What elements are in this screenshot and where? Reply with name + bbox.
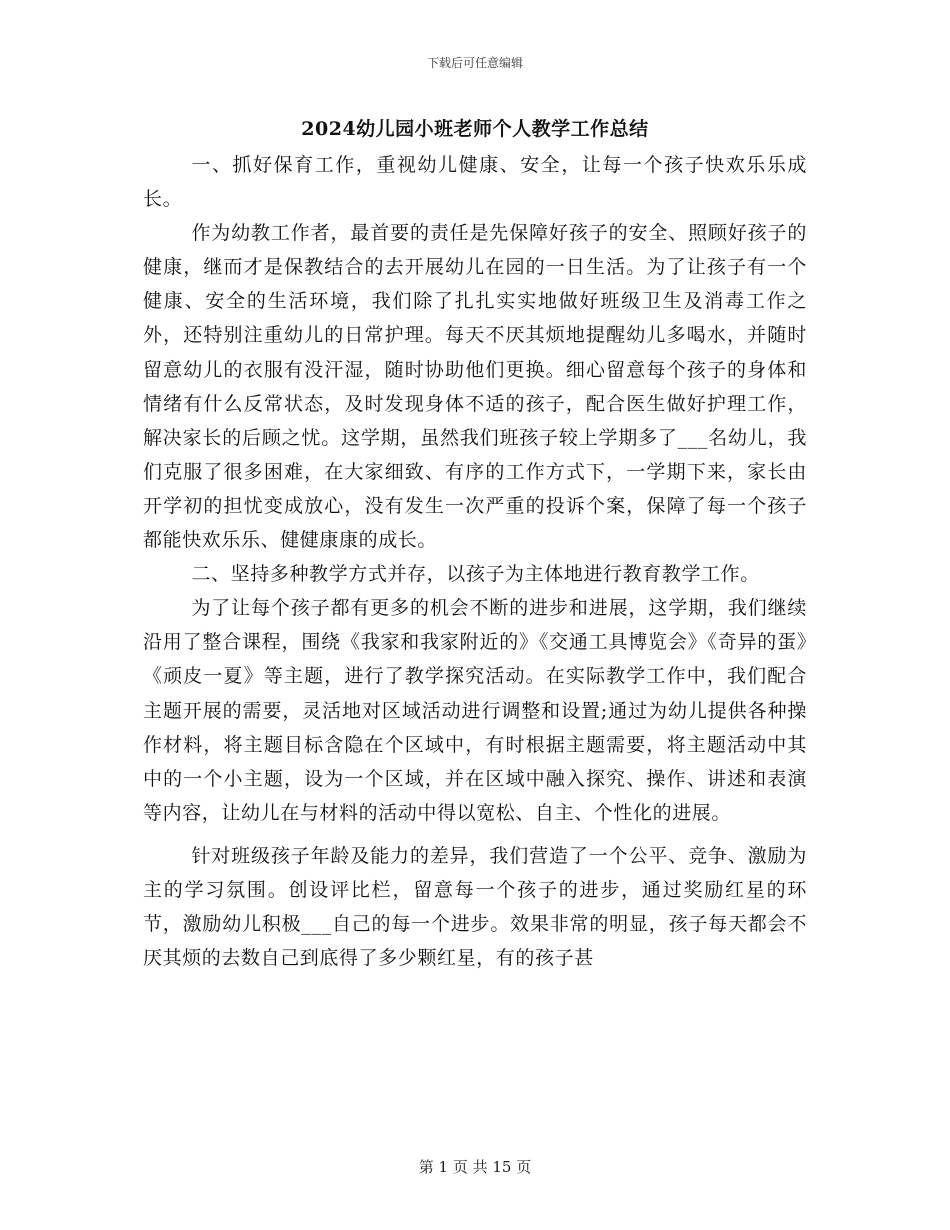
paragraph-section-one-heading: 一、抓好保育工作，重视幼儿健康、安全，让每一个孩子快欢乐乐成长。 [143,154,807,211]
paragraph-safety-care: 作为幼教工作者，最首要的责任是先保障好孩子的安全、照顾好孩子的健康，继而才是保教结合的去开展幼儿在园的一日生活。为了让孩子有一个健康、安全的生活环境，我们除了扎扎实实地做好班级卫生及消毒工作之外，还特别注重幼儿的日常护理。每天不厌其烦地提醒幼儿多喝水，并随时留意幼儿的衣服有没汗湿，随时协助他们更换。细心留意每个孩子的身体和情绪有什么反常状态，及时发现身体不适的孩子，配合医生做好护理工作，解决家长的后顾之忧。这学期，虽然我们班孩子较上学期多了___名幼儿，我们克服了很多困难，在大家细致、有序的工作方式下，一学期下来，家长由开学初的担忧变成放心，没有发生一次严重的投诉个案，保障了每一个孩子都能快欢乐乐、健健康康的成长。 [143,222,807,552]
document-body [143,148,807,975]
header-note: 下载后可任意编辑 [426,56,523,70]
document-title: 2024幼儿园小班老师个人教学工作总结 [301,118,649,140]
page-number-footer: 第 1 页 共 15 页 [418,1158,532,1176]
paragraph-curriculum: 为了让每个孩子都有更多的机会不断的进步和进展，这学期，我们继续沿用了整合课程，围绕《我家和我家附近的》《交通工具博览会》《奇异的蛋》《顽皮一夏》等主题，进行了教学探究活动。在实际教学工作中，我们配合主题开展的需要，灵活地对区域活动进行调整和设置;通过为幼儿提供各种操作材料，将主题目标含隐在个区域中，有时根据主题需要，将主题活动中其中的一个小主题，设为一个区域，并在区域中融入探究、操作、讲述和表演等内容，让幼儿在与材料的活动中得以宽松、自主、个性化的进展。 [143,597,807,824]
paragraph-section-two-heading: 二、坚持多种教学方式并存，以孩子为主体地进行教育教学工作。 [191,563,760,586]
paragraph-motivation: 针对班级孩子年龄及能力的差异，我们营造了一个公平、竞争、激励为主的学习氛围。创设评比栏，留意每一个孩子的进步，通过奖励红星的环节，激励幼儿积极___自己的每一个进步。效果非常的明显，孩子每天都会不厌其烦的去数自己到底得了多少颗红星，有的孩子甚 [143,844,807,970]
